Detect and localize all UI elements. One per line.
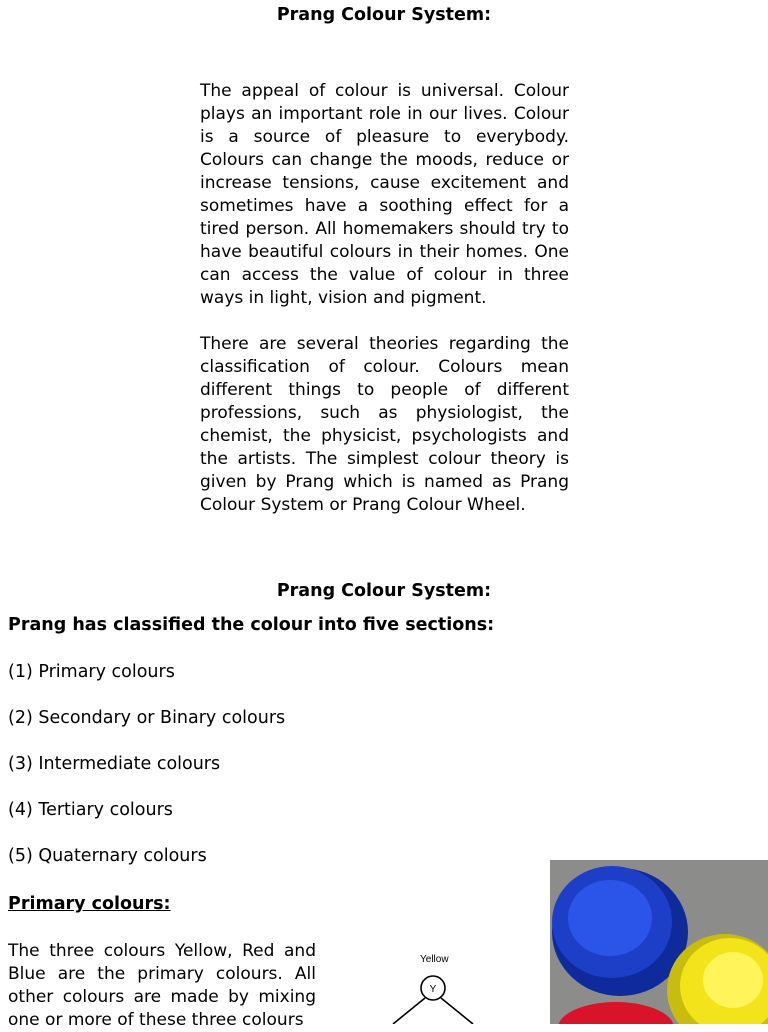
sections-heading: Prang has classified the colour into five sections:	[8, 615, 495, 635]
theory-paragraph: There are several theories regarding the classification of colour. Colours mean different things to people of different professions, such as physiologist, the chemist, the physicist, psychologists and the artists. The simplest colour theory is given by Prang which is named as Prang Colour System or Prang Colour Wheel.	[200, 334, 569, 515]
list-item: (3) Intermediate colours	[8, 754, 221, 774]
page-title: Prang Colour System:	[276, 5, 492, 25]
wheel-edge-left	[393, 998, 425, 1024]
colour-wheel-diagram	[380, 948, 490, 1024]
primary-colours-text: The three colours Yellow, Red and Blue are the primary colours. All other colours are made by mixing one or more of these three colours	[8, 941, 316, 1030]
wheel-label-yellow: Yellow	[420, 954, 449, 965]
list-item: (5) Quaternary colours	[8, 846, 207, 866]
paint-jars-photo	[550, 860, 768, 1024]
list-item: (2) Secondary or Binary colours	[8, 708, 286, 728]
wheel-edge-right	[441, 998, 473, 1024]
section-title: Prang Colour System:	[276, 581, 492, 601]
list-item: (4) Tertiary colours	[8, 800, 173, 820]
sections-list	[8, 661, 285, 891]
list-item: (1) Primary colours	[8, 662, 175, 682]
intro-paragraph: The appeal of colour is universal. Colour plays an important role in our lives. Colour is a source of pleasure to everybody. Colours can change the moods, reduce or increase tensions, cause excitement and sometimes have a soothing effect for a tired person. All homemakers should try to have beautiful colours in their homes. One can access the value of colour in three ways in light, vision and pigment.	[200, 81, 569, 308]
wheel-node-letter: Y	[429, 984, 437, 995]
primary-colours-heading: Primary colours:	[8, 894, 171, 914]
